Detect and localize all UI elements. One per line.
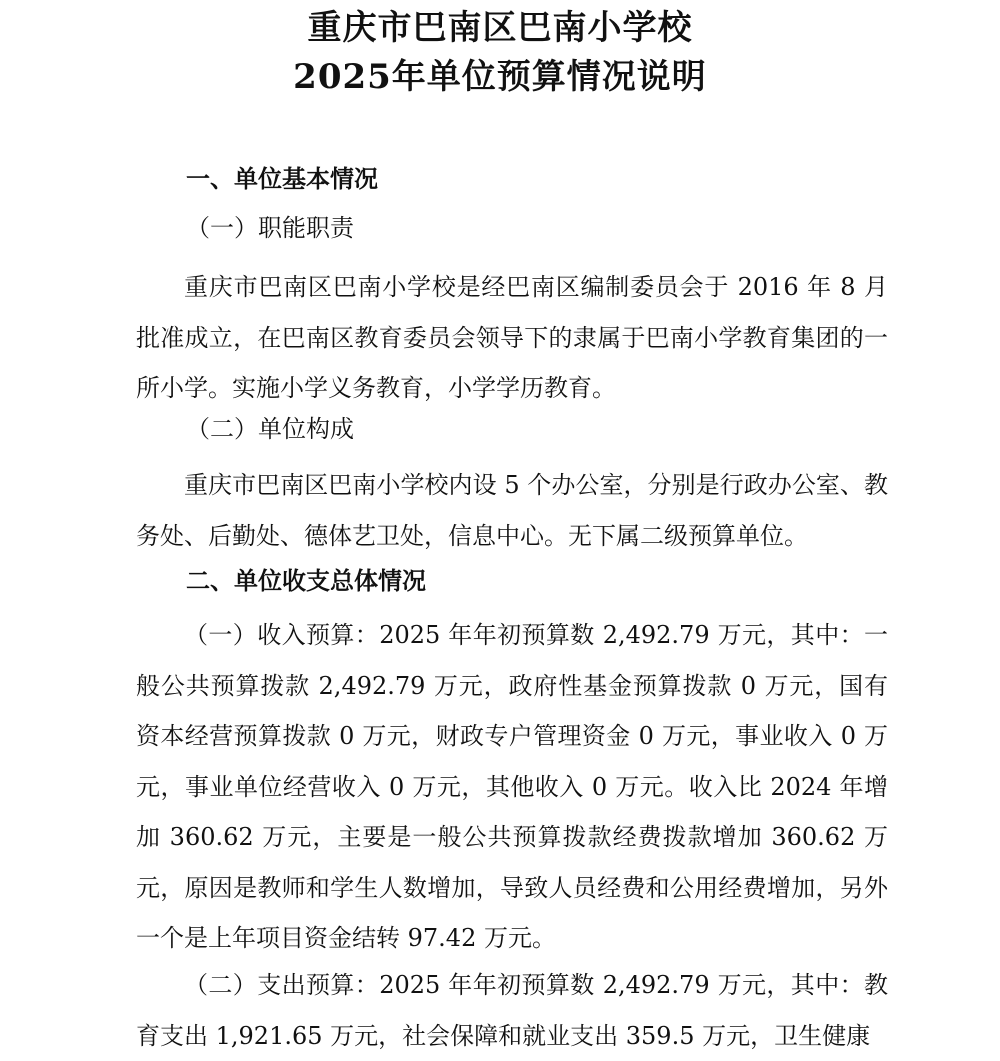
duties-paragraph: 重庆市巴南区巴南小学校是经巴南区编制委员会于 2016 年 8 月批准成立，在巴南区教育委员会领导下的隶属于巴南小学教育集团的一所小学。实施小学义务教育，小学学历教育。 [136, 273, 888, 402]
income-lead: （一）收入预算： [184, 621, 380, 649]
income-paragraph [136, 610, 888, 964]
expense-text: 2025 年年初预算数 2,492.79 万元，其中：教育支出 1,921.65 万元，社会保障和就业支出 359.5 万元，卫生健康 [136, 971, 888, 1050]
structure-paragraph: 重庆市巴南区巴南小学校内设 5 个办公室，分别是行政办公室、教务处、后勤处、德体艺卫处，信息中心。无下属二级预算单位。 [136, 471, 888, 550]
expense-paragraph [136, 960, 888, 1061]
document-title-line-1: 重庆市巴南区巴南小学校 [307, 8, 693, 48]
section-2-heading: 二、单位收支总体情况 [186, 567, 426, 595]
document-title-line-2: 2025年单位预算情况说明 [293, 57, 707, 97]
expense-lead: （二）支出预算： [184, 971, 380, 999]
section-1-subheading-structure: （二）单位构成 [186, 415, 354, 443]
section-1-heading: 一、单位基本情况 [186, 165, 378, 193]
section-1-subheading-duties: （一）职能职责 [186, 214, 354, 242]
income-text: 2025 年年初预算数 2,492.79 万元，其中：一般公共预算拨款 2,492.79 万元，政府性基金预算拨款 0 万元，国有资本经营预算拨款 0 万元，财政专户管理资金 0 万元，事业收入 0 万元，事业单位经营收入 0 万元，其他收入 0 万元。收入比 2024 年增加 360.62 万元，主要是一般公共预算拨款经费拨款增加 360.62 万元，原因是教师和学生人数增加，导致人员经费和公用经费增加，另外一个是上年项目资金结转 97.42 万元。 [136, 621, 888, 952]
